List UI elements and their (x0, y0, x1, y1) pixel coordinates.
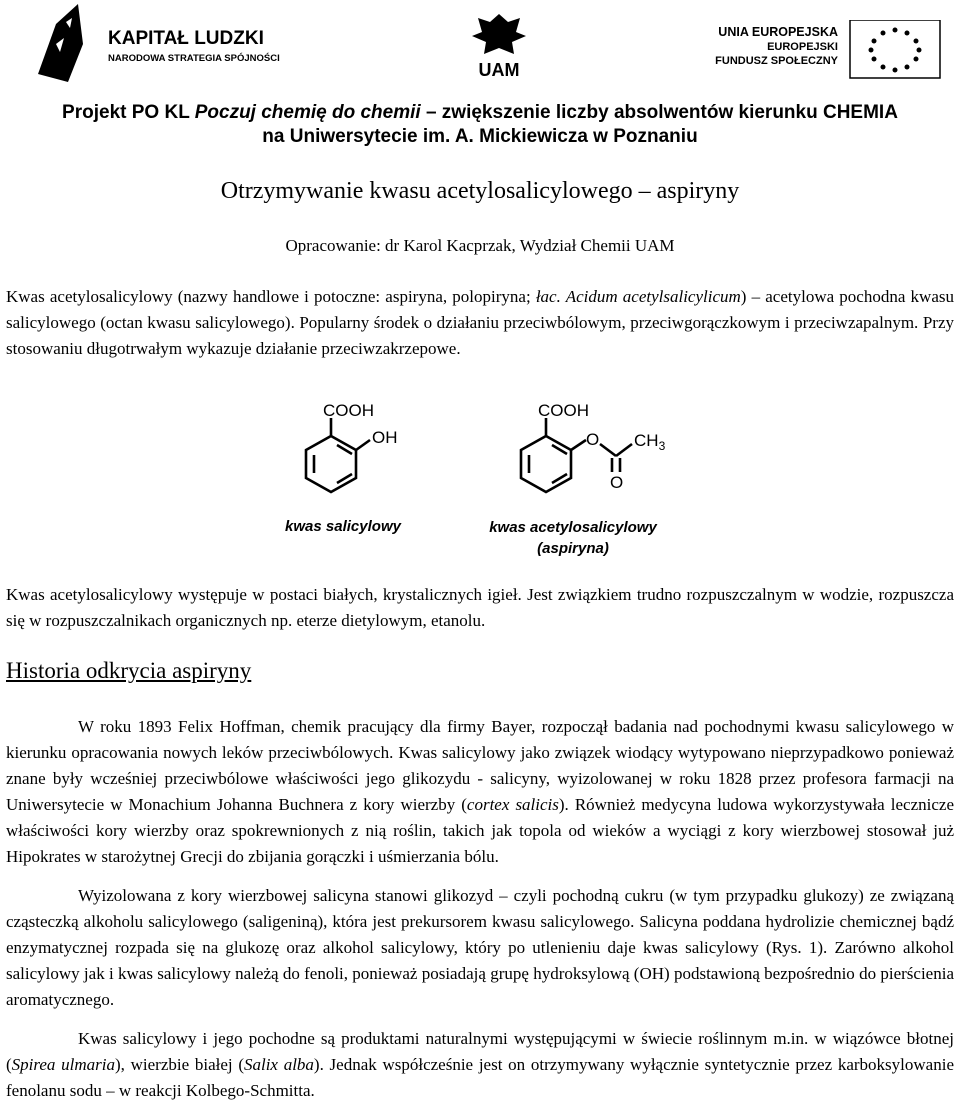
project-title (0, 101, 960, 149)
header-logos (0, 0, 960, 90)
history-p3-latin-2: Salix alba (243, 1055, 314, 1074)
salicylic-oh-label: OH (372, 428, 398, 447)
logo-mid-text: UAM (478, 60, 520, 80)
project-prefix: Projekt PO KL (62, 102, 195, 123)
logo-left-title: KAPITAŁ LUDZKI (108, 28, 264, 49)
history-p3-latin-1: Spirea ulmaria (11, 1055, 115, 1074)
history-p3-text-c: ). Jednak współcześnie jest on otrzymywany wyłącznie syntetycznie przez karboksylowanie fenolanu sodu – w reakcji Kolbego-Schmitta. (6, 1055, 954, 1100)
history-p3-text-b: ), wierzbie białej ( (114, 1055, 244, 1074)
eu-stars-icon (869, 28, 922, 73)
project-italic: Poczuj chemię do chemii (194, 102, 421, 123)
logo-left-subtitle: NARODOWA STRATEGIA SPÓJNOŚCI (108, 53, 280, 64)
history-paragraph-1 (6, 714, 954, 870)
logo-right-line3: FUNDUSZ SPOŁECZNY (715, 55, 838, 67)
salicylic-acid-structure (306, 418, 370, 492)
author-line: Opracowanie: dr Karol Kacprzak, Wydział Chemii UAM (285, 236, 675, 255)
chemical-structures (270, 398, 710, 568)
intro-text-1: Kwas acetylosalicylowy (nazwy handlowe i potoczne: aspiryna, polopiryna; (6, 287, 536, 306)
logo-right-line2: EUROPEJSKI (767, 41, 838, 53)
aspirin-ch-label: $CH_3$ (634, 431, 666, 453)
history-p1-text-a: W roku 1893 Felix Hoffman, chemik pracujący dla firmy Bayer, rozpoczął badania nad pochodnymi kwasu salicylowego w kierunku opracowania nowych leków przeciwbólowych. Kwas salicylowy jako związek wiodący wytypowano nieprzypadkowo ponieważ znane były wcześniej przeciwbólowe właściwości jego glikozydu - salicyny, wyizolowanej w roku 1828 przez profesora farmacji na Uniwersytecie w Monachium Johanna Buchnera z kory wierzby ( (6, 717, 954, 814)
aspirin-caption-1: kwas acetylosalicylowy (489, 519, 657, 536)
aspirin-cooh-label: COOH (538, 401, 589, 420)
intro-paragraph (6, 284, 954, 362)
aspirin-carbonyl-o-label: O (610, 473, 624, 492)
intro-text-2: ) – acetylowa pochodna kwasu salicylowego (octan kwasu salicylowego). Popularny środek o działaniu przeciwbólowym, przeciwgorączkowym i przeciwzapalnym. Przy stosowaniu długotrwałym wykazuje działanie przeciwzakrzepowe. (6, 287, 954, 358)
project-line2: na Uniwersytecie im. A. Mickiewicza w Poznaniu (262, 126, 698, 147)
uam-logo (468, 12, 530, 80)
history-paragraph-3 (6, 1026, 954, 1104)
intro-latin: łac. Acidum acetylsalicylicum (535, 287, 741, 306)
salicylic-cooh-label: COOH (323, 401, 374, 420)
history-p1-latin: cortex salicis (466, 795, 559, 814)
history-heading: Historia odkrycia aspiryny (6, 658, 252, 683)
aspirin-caption-2: (aspiryna) (537, 540, 609, 557)
salicylic-caption: kwas salicylowy (285, 518, 401, 535)
eu-logo (700, 20, 950, 80)
document-title: Otrzymywanie kwasu acetylosalicylowego – aspiryny (220, 178, 740, 204)
kapital-ludzki-logo (38, 4, 298, 84)
history-paragraph-2: Wyizolowana z kory wierzbowej salicyna stanowi glikozyd – czyli pochodną cukru (w tym przypadku glukozy) ze związaną cząsteczką alkoholu salicylowego (saligeniną), która jest prekursorem kwasu salicylowego. Salicyna poddana hydrolizie chemicznej bądź enzymatycznej rozpada się na glukozę oraz alkohol salicylowy, który po utlenieniu daje kwas salicylowy (Rys. 1). Zarówno alkohol salicylowy jak i kwas salicylowy należą do fenoli, ponieważ posiadają grupę hydroksylową (OH) podstawioną bezpośrednio do pierścienia aromatycznego. (6, 886, 954, 1009)
history-p1-text-b: ). Również medycyna ludowa wykorzystywała lecznicze właściwości kory wierzby oraz spokrewnionych z nią roślin, takich jak topola od wieków a wyciągi z kory wierzbowej stosował już Hipokrates w starożytnej Grecji do zbijania gorączki i uśmierzania bólu. (6, 795, 954, 866)
aspirin-o-label: O (586, 430, 600, 449)
logo-right-line1: UNIA EUROPEJSKA (718, 25, 838, 39)
history-p3-text-a: Kwas salicylowy i jego pochodne są produktami naturalnymi występującymi w świecie roślinnym m.in. w wiązówce błotnej ( (6, 1029, 954, 1074)
project-suffix: – zwiększenie liczby absolwentów kierunku CHEMIA (420, 102, 898, 123)
properties-paragraph: Kwas acetylosalicylowy występuje w postaci białych, krystalicznych igieł. Jest związkiem trudno rozpuszczalnym w wodzie, rozpuszcza się w rozpuszczalnikach organicznych np. eterze dietylowym, etanolu. (6, 585, 954, 630)
